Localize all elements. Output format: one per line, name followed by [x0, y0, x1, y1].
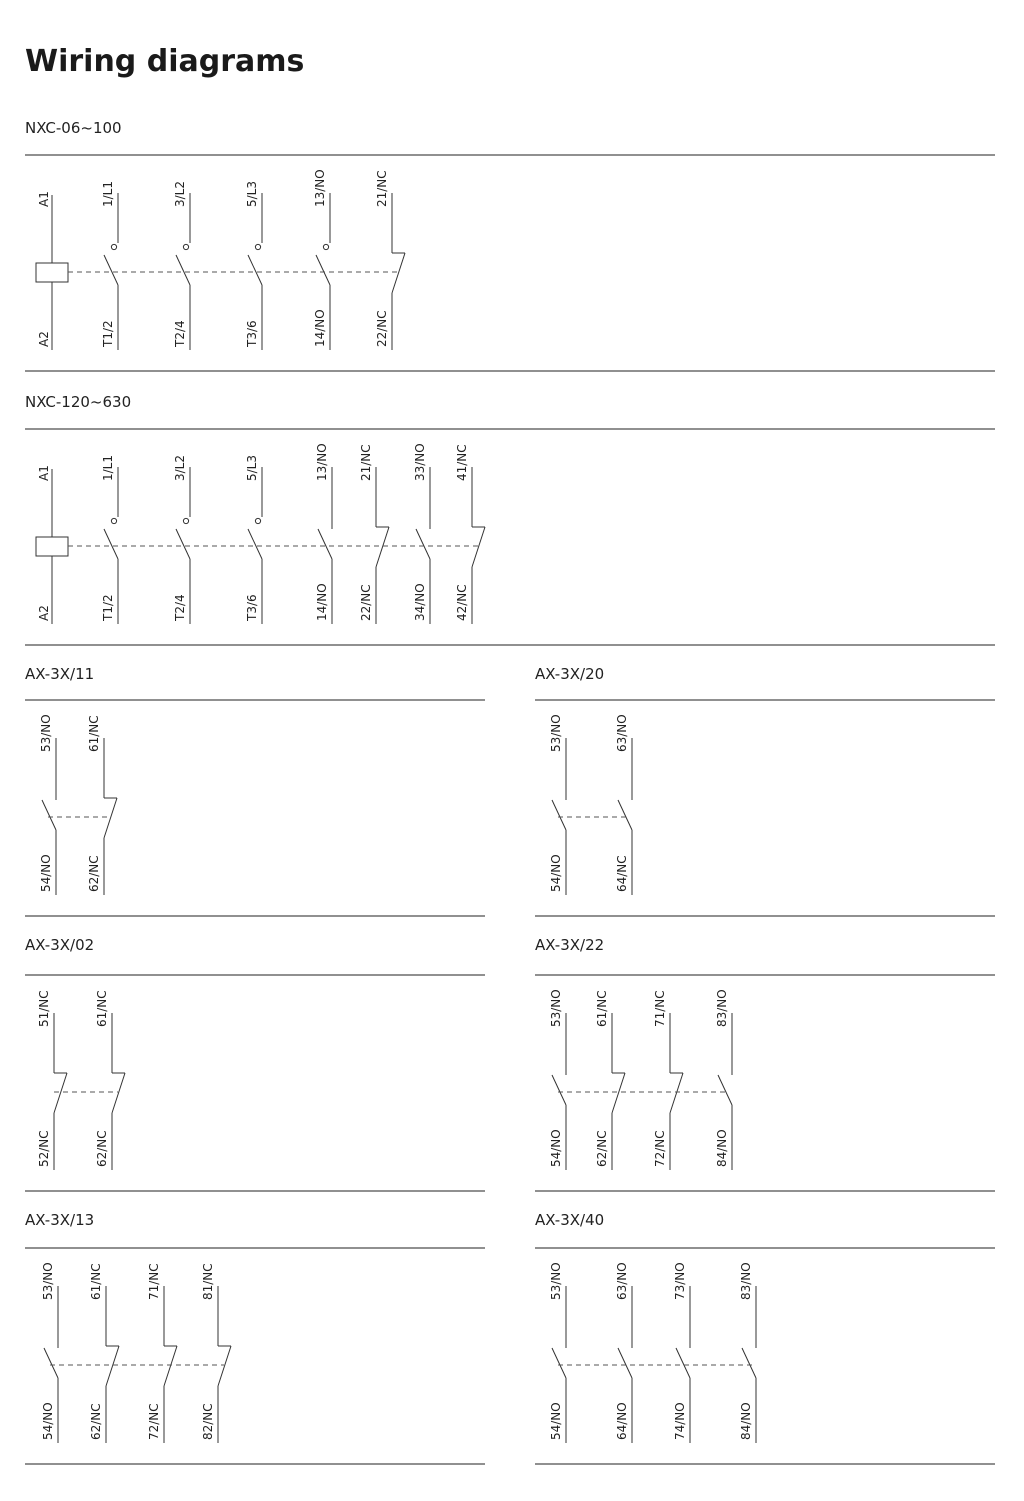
contact-bottom-label: 34/NO: [413, 583, 427, 621]
contact-blade: [670, 1073, 683, 1113]
contact-top-label: 63/NO: [615, 1262, 629, 1300]
contact-top-label: 81/NC: [201, 1263, 215, 1300]
contact-bottom-label: 54/NO: [549, 1402, 563, 1440]
page-title: Wiring diagrams: [25, 44, 305, 79]
contact-bottom-label: 42/NC: [455, 584, 469, 621]
contact-no: [549, 1262, 566, 1443]
contact-top-label: 1/L1: [101, 455, 115, 481]
diagram-section-nxc-06-100: [25, 119, 995, 371]
contact-nc: [37, 990, 67, 1170]
terminal-ring: [255, 518, 260, 523]
coil-top-label: A1: [37, 191, 51, 207]
section-title: AX-3X/20: [535, 665, 605, 683]
contact-bottom-label: 72/NC: [147, 1403, 161, 1440]
diagram-section-ax-3x-22: [535, 936, 995, 1191]
contact-blade: [104, 255, 118, 285]
coil-bottom-label: A2: [37, 331, 51, 347]
contact-top-label: 33/NO: [413, 443, 427, 481]
contact-blade: [416, 529, 430, 559]
contact-top-label: 71/NC: [653, 990, 667, 1027]
contact-bottom-label: 62/NC: [95, 1130, 109, 1167]
contact-no: [413, 443, 430, 624]
contact-no: [315, 443, 332, 624]
contact-bottom-label: T1/2: [101, 594, 115, 621]
coil-bottom-label: A2: [37, 605, 51, 621]
contact-bottom-label: T3/6: [245, 594, 259, 621]
section-title: AX-3X/40: [535, 1211, 605, 1229]
contact-blade: [552, 1348, 566, 1378]
contact-top-label: 51/NC: [37, 990, 51, 1027]
contact-top-label: 3/L2: [173, 181, 187, 207]
coil-symbol: [36, 263, 68, 282]
contact-nc: [89, 1263, 119, 1443]
terminal-ring: [183, 244, 188, 249]
contact-top-label: 61/NC: [89, 1263, 103, 1300]
contact-top-label: 61/NC: [87, 715, 101, 752]
contact-no: [615, 714, 632, 895]
contact-bottom-label: 72/NC: [653, 1130, 667, 1167]
contact-bottom-label: 82/NC: [201, 1403, 215, 1440]
section-title: AX-3X/22: [535, 936, 605, 954]
contact-top-label: 13/NO: [313, 169, 327, 207]
contact-blade: [54, 1073, 67, 1113]
contact-bottom-label: 62/NC: [89, 1403, 103, 1440]
contact-bottom-label: 22/NC: [359, 584, 373, 621]
contact-blade: [618, 1348, 632, 1378]
contact-bottom-label: 22/NC: [375, 310, 389, 347]
contact-top-label: 53/NO: [41, 1262, 55, 1300]
contact-bottom-label: 84/NO: [739, 1402, 753, 1440]
contact-blade: [106, 1346, 119, 1386]
contact-top-label: 61/NC: [95, 990, 109, 1027]
contact-no: [615, 1262, 632, 1443]
contact-nc: [87, 715, 117, 895]
contact-no: [41, 1262, 58, 1443]
coil-top-label: A1: [37, 465, 51, 481]
diagram-section-ax-3x-11: [25, 665, 485, 916]
contact-top-label: 61/NC: [595, 990, 609, 1027]
contact-bottom-label: 84/NO: [715, 1129, 729, 1167]
contact-blade: [618, 800, 632, 830]
contact-top-label: 73/NO: [673, 1262, 687, 1300]
contact-blade: [676, 1348, 690, 1378]
contact-bottom-label: 64/NC: [615, 855, 629, 892]
contact-blade: [612, 1073, 625, 1113]
contact-main: [101, 455, 118, 624]
contact-top-label: 3/L2: [173, 455, 187, 481]
contact-top-label: 21/NC: [375, 170, 389, 207]
contact-top-label: 5/L3: [245, 181, 259, 207]
contact-no: [549, 989, 566, 1170]
contact-main: [173, 455, 190, 624]
diagram-section-ax-3x-40: [535, 1211, 995, 1464]
contact-top-label: 53/NO: [549, 1262, 563, 1300]
contact-bottom-label: 54/NO: [41, 1402, 55, 1440]
contact-bottom-label: 62/NC: [595, 1130, 609, 1167]
diagram-section-nxc-120-630: [25, 393, 995, 645]
contact-bottom-label: 54/NO: [549, 854, 563, 892]
terminal-ring: [323, 244, 328, 249]
section-title: NXC-06~100: [25, 119, 122, 137]
section-title: AX-3X/02: [25, 936, 95, 954]
contact-top-label: 83/NO: [715, 989, 729, 1027]
contact-top-label: 71/NC: [147, 1263, 161, 1300]
contact-blade: [104, 798, 117, 838]
contact-blade: [176, 255, 190, 285]
contact-top-label: 41/NC: [455, 444, 469, 481]
contact-blade: [42, 800, 56, 830]
contact-bottom-label: 74/NO: [673, 1402, 687, 1440]
contact-main: [245, 181, 262, 350]
contact-bottom-label: 54/NO: [39, 854, 53, 892]
contact-main: [313, 169, 330, 350]
section-title: AX-3X/11: [25, 665, 95, 683]
contact-no: [673, 1262, 690, 1443]
contact-blade: [104, 529, 118, 559]
contact-blade: [718, 1075, 732, 1105]
contact-blade: [248, 255, 262, 285]
contact-bottom-label: 14/NO: [313, 309, 327, 347]
contact-blade: [176, 529, 190, 559]
coil-symbol: [36, 537, 68, 556]
contact-nc: [359, 444, 389, 624]
diagram-section-ax-3x-13: [25, 1211, 485, 1464]
contact-bottom-label: 52/NC: [37, 1130, 51, 1167]
terminal-ring: [183, 518, 188, 523]
contact-nc: [653, 990, 683, 1170]
contact-top-label: 13/NO: [315, 443, 329, 481]
contact-blade: [392, 253, 405, 293]
contact-nc: [595, 990, 625, 1170]
contact-blade: [552, 1075, 566, 1105]
contact-nc: [201, 1263, 231, 1443]
coil: [36, 465, 68, 624]
contact-blade: [472, 527, 485, 567]
contact-main: [173, 181, 190, 350]
contact-nc: [455, 444, 485, 624]
contact-bottom-label: 64/NO: [615, 1402, 629, 1440]
contact-blade: [44, 1348, 58, 1378]
contact-bottom-label: T2/4: [173, 594, 187, 621]
contact-main: [245, 455, 262, 624]
contact-top-label: 21/NC: [359, 444, 373, 481]
contact-top-label: 53/NO: [549, 714, 563, 752]
contact-blade: [218, 1346, 231, 1386]
contact-bottom-label: T2/4: [173, 320, 187, 347]
contact-blade: [376, 527, 389, 567]
terminal-ring: [111, 518, 116, 523]
contact-top-label: 5/L3: [245, 455, 259, 481]
section-title: NXC-120~630: [25, 393, 132, 411]
contact-top-label: 53/NO: [549, 989, 563, 1027]
section-title: AX-3X/13: [25, 1211, 95, 1229]
contact-top-label: 53/NO: [39, 714, 53, 752]
contact-no: [39, 714, 56, 895]
contact-blade: [112, 1073, 125, 1113]
contact-top-label: 83/NO: [739, 1262, 753, 1300]
diagram-section-ax-3x-02: [25, 936, 485, 1191]
contact-bottom-label: T3/6: [245, 320, 259, 347]
contact-blade: [248, 529, 262, 559]
contact-bottom-label: T1/2: [101, 320, 115, 347]
terminal-ring: [111, 244, 116, 249]
diagram-section-ax-3x-20: [535, 665, 995, 916]
contact-nc: [95, 990, 125, 1170]
contact-top-label: 63/NO: [615, 714, 629, 752]
contact-blade: [742, 1348, 756, 1378]
contact-no: [739, 1262, 756, 1443]
coil: [36, 191, 68, 350]
contact-blade: [318, 529, 332, 559]
contact-blade: [552, 800, 566, 830]
contact-blade: [164, 1346, 177, 1386]
contact-nc: [147, 1263, 177, 1443]
contact-no: [549, 714, 566, 895]
contact-bottom-label: 54/NO: [549, 1129, 563, 1167]
contact-nc: [375, 170, 405, 350]
contact-bottom-label: 14/NO: [315, 583, 329, 621]
contact-bottom-label: 62/NC: [87, 855, 101, 892]
contact-no: [715, 989, 732, 1170]
contact-top-label: 1/L1: [101, 181, 115, 207]
contact-blade: [316, 255, 330, 285]
terminal-ring: [255, 244, 260, 249]
contact-main: [101, 181, 118, 350]
